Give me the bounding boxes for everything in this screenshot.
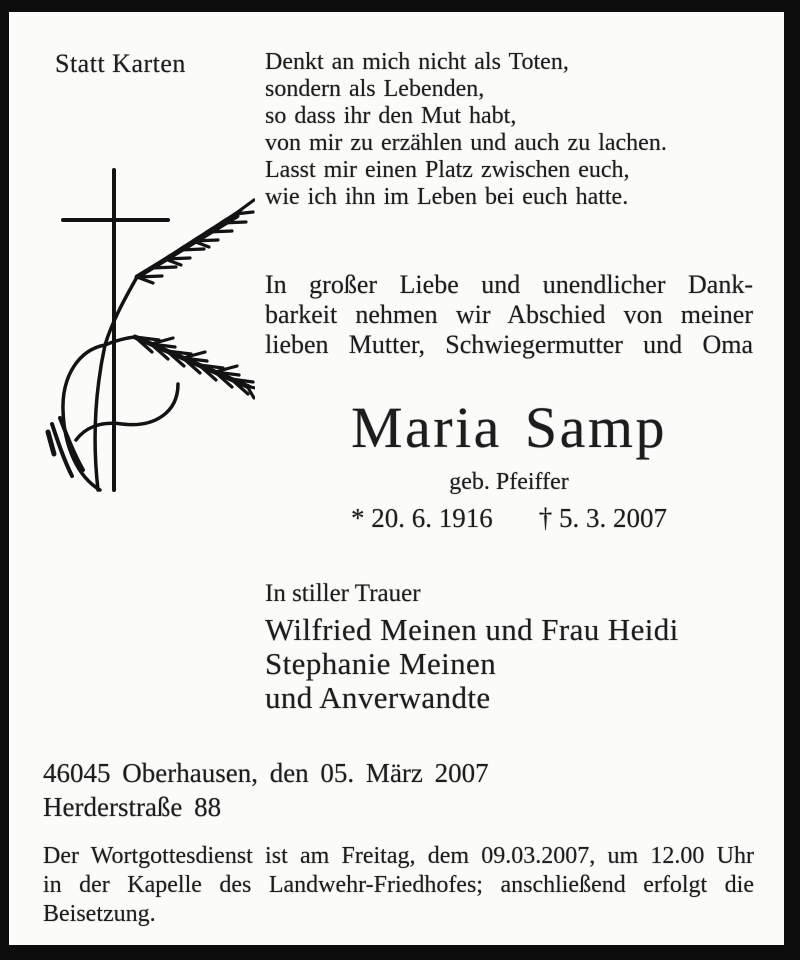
mourner-line: Wilfried Meinen und Frau Heidi: [265, 612, 679, 647]
statt-karten-label: Statt Karten: [55, 49, 186, 78]
intro-line: barkeit nehmen wir Abschied von meiner: [265, 300, 753, 329]
service-info: [43, 842, 754, 929]
intro-paragraph: [265, 270, 753, 360]
poem-line: sondern als Lebenden,: [265, 76, 485, 102]
memorial-poem: [265, 49, 715, 211]
cross-and-wheat-icon: [40, 162, 255, 494]
service-line: Der Wortgottesdienst ist am Freitag, dem 09.03.2007, um 12.00 Uhr: [43, 843, 754, 869]
address-line: 46045 Oberhausen, den 05. März 2007: [43, 758, 489, 788]
service-line: Beisetzung.: [43, 901, 156, 927]
deceased-name: Maria Samp: [350, 395, 668, 460]
poem-line: so dass ihr den Mut habt,: [265, 103, 517, 129]
mourner-line: und Anverwandte: [265, 680, 491, 715]
cross-and-wheat-illustration: [40, 162, 255, 494]
poem-line: von mir zu erzählen und auch zu lachen.: [265, 130, 667, 156]
mourning-label: In stiller Trauer: [265, 580, 421, 607]
birth-date: * 20. 6. 1916: [351, 503, 493, 533]
poem-line: wie ich ihn im Leben bei euch hatte.: [265, 184, 629, 210]
intro-line: lieben Mutter, Schwiegermutter und Oma: [265, 330, 753, 359]
deceased-block: [265, 395, 753, 534]
mourners-list: [265, 613, 679, 715]
mourner-line: Stephanie Meinen: [265, 646, 497, 681]
maiden-name: geb. Pfeiffer: [449, 469, 569, 495]
service-line: in der Kapelle des Landwehr-Friedhofes; anschließend erfolgt die: [43, 872, 754, 898]
poem-line: Lasst mir einen Platz zwischen euch,: [265, 157, 630, 183]
life-dates: [265, 503, 753, 534]
address-line: Herderstraße 88: [43, 792, 222, 822]
address-block: [43, 756, 489, 824]
intro-line: In großer Liebe und unendlicher Dank-: [265, 270, 753, 299]
death-date: † 5. 3. 2007: [538, 503, 667, 533]
poem-line: Denkt an mich nicht als Toten,: [265, 49, 569, 75]
